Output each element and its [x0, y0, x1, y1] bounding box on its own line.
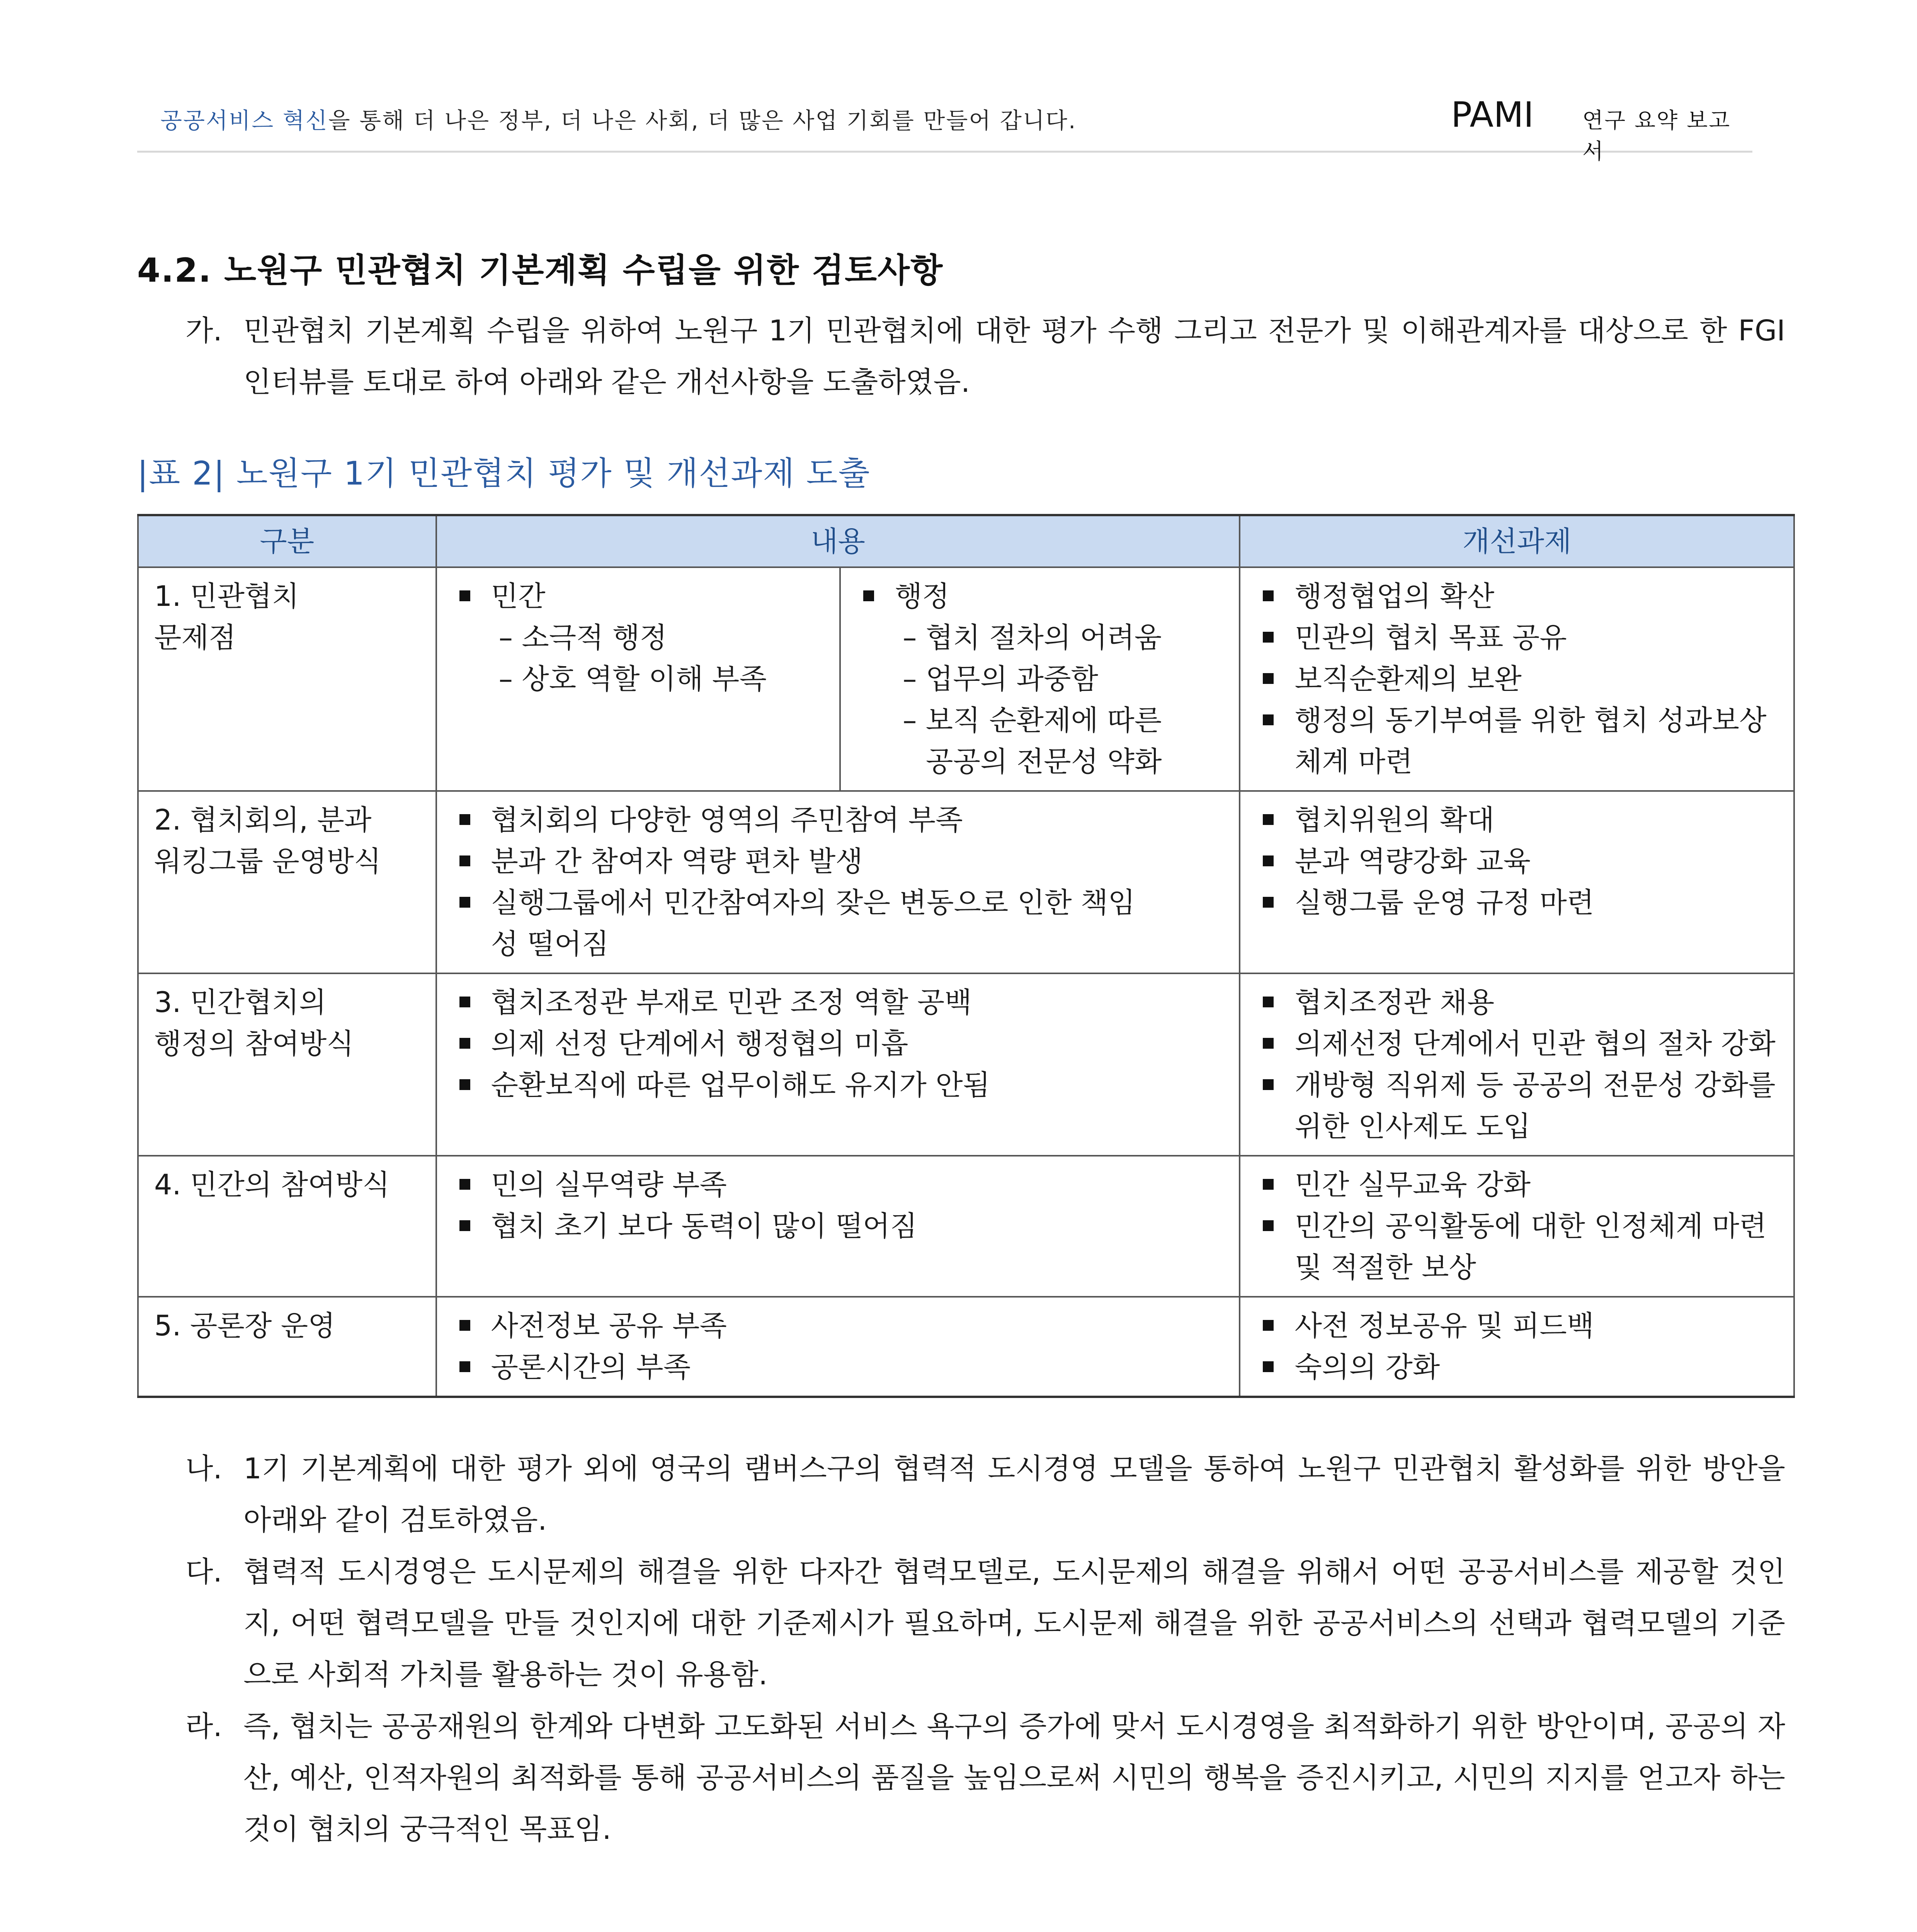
paragraph-text: 즉, 협치는 공공재원의 한계와 다변화 고도화된 서비스 욕구의 증가에 맞서 도시경영을 최적화하기 위한 방안이며, 공공의 자산, 예산, 인적자원의 최적화를 통해 공공서비스의 품질을 높임으로써 시민의 행복을 증진시키고, 시민의 지지를 얻고자 하는 것이 협치의 궁극적인 목표임. — [243, 1710, 1785, 1846]
category-line: 4. 민간의 참여방식 — [154, 1168, 390, 1201]
list-item: 의제선정 단계에서 민관 협의 절차 강화 — [1256, 1023, 1778, 1065]
table-row — [138, 973, 1794, 1156]
list-item: 사전 정보공유 및 피드백 — [1256, 1305, 1778, 1347]
list-item-continuation: 및 적절한 보상 — [1294, 1251, 1476, 1284]
header-report-type: 연구 요약 보고서 — [1582, 108, 1731, 164]
sub-item: – 협치 절차의 어려움 — [902, 621, 1162, 654]
list-item-continuation: 체계 마련 — [1294, 745, 1413, 778]
list-item: 순환보직에 따른 업무이해도 유지가 안됨 — [452, 1065, 1224, 1106]
list-item-continuation: 성 떨어짐 — [491, 928, 609, 961]
list-item: 보직순환제의 보완 — [1256, 658, 1778, 700]
evaluation-table — [137, 514, 1795, 1398]
paragraph-text: 1기 기본계획에 대한 평가 외에 영국의 램버스구의 협력적 도시경영 모델을 통하여 노원구 민관협치 활성화를 위한 방안을 아래와 같이 검토하였음. — [243, 1452, 1785, 1537]
header-category: 구분 — [138, 515, 436, 567]
table-header-row — [138, 515, 1794, 567]
paragraph-text: 민관협치 기본계획 수립을 위하여 노원구 1기 민관협치에 대한 평가 수행 그리고 전문가 및 이해관계자를 대상으로 한 FGI 인터뷰를 토대로 하여 아래와 같은 개선사항을 도출하였음. — [243, 314, 1785, 399]
paragraph-marker: 가. — [185, 314, 223, 347]
category-line: 5. 공론장 운영 — [154, 1310, 335, 1342]
improvement-cell — [1240, 973, 1794, 1156]
page-header — [137, 95, 1752, 164]
content-cell — [436, 1156, 1240, 1297]
paragraph-marker: 라. — [185, 1710, 223, 1743]
content-cell — [436, 791, 1240, 973]
paragraph-marker: 다. — [185, 1555, 223, 1588]
category-line: 문제점 — [154, 621, 236, 654]
paragraph-marker: 나. — [185, 1452, 223, 1485]
tagline-rest: 을 통해 더 나은 정부, 더 나은 사회, 더 많은 사업 기회를 만들어 갑니다. — [328, 107, 1077, 134]
table-row — [138, 1156, 1794, 1297]
table-row — [138, 791, 1794, 973]
tagline-highlight: 공공서비스 혁신 — [160, 107, 328, 134]
paragraph-a — [185, 305, 1785, 408]
improvement-cell — [1240, 1156, 1794, 1297]
content-cell — [436, 1297, 1240, 1397]
list-item: 협치위원의 확대 — [1256, 799, 1778, 841]
header-content: 내용 — [436, 515, 1240, 567]
list-item: 협치조정관 부재로 민관 조정 역할 공백 — [452, 982, 1224, 1023]
sub-item: – 업무의 과중함 — [902, 663, 1098, 696]
sub-item: – 소극적 행정 — [498, 621, 667, 654]
paragraph-b — [185, 1443, 1785, 1546]
list-item: 개방형 직위제 등 공공의 전문성 강화를 — [1256, 1065, 1778, 1106]
list-item: 행정협업의 확산 — [1256, 576, 1778, 617]
list-item-continuation: 위한 인사제도 도입 — [1294, 1110, 1531, 1143]
table-row — [138, 1297, 1794, 1397]
row-category — [138, 1156, 436, 1297]
sub-item: – 상호 역할 이해 부족 — [498, 663, 767, 696]
list-item: 실행그룹에서 민간참여자의 잦은 변동으로 인한 책임 — [452, 882, 1224, 923]
improvement-cell — [1240, 1297, 1794, 1397]
list-item: 분과 역량강화 교육 — [1256, 841, 1778, 882]
list-item: 민간의 공익활동에 대한 인정체계 마련 — [1256, 1206, 1778, 1247]
paragraph-c — [185, 1546, 1785, 1701]
private-cell — [436, 567, 840, 791]
list-item: 행정의 동기부여를 위한 협치 성과보상 — [1256, 700, 1778, 741]
list-item: 민간 — [452, 576, 824, 617]
list-item: 실행그룹 운영 규정 마련 — [1256, 882, 1778, 923]
paragraph-text: 협력적 도시경영은 도시문제의 해결을 위한 다자간 협력모델로, 도시문제의 해결을 위해서 어떤 공공서비스를 제공할 것인지, 어떤 협력모델을 만들 것인지에 대한 기준제시가 필요하며, 도시문제 해결을 위한 공공서비스의 선택과 협력모델의 기준으로 사회적 가치를 활용하는 것이 유용함. — [243, 1555, 1785, 1691]
list-item: 협치회의 다양한 영역의 주민참여 부족 — [452, 799, 1224, 841]
header-brand: PAMI — [1451, 95, 1534, 135]
list-item: 민의 실무역량 부족 — [452, 1164, 1224, 1206]
list-item: 의제 선정 단계에서 행정협의 미흡 — [452, 1023, 1224, 1065]
header-tagline — [160, 102, 1077, 135]
table-row — [138, 567, 1794, 791]
sub-item-continuation: 공공의 전문성 약화 — [925, 745, 1162, 778]
row-category — [138, 791, 436, 973]
table-caption: |표 2| 노원구 1기 민관협치 평가 및 개선과제 도출 — [137, 454, 871, 492]
content-cell — [436, 973, 1240, 1156]
list-item: 협치조정관 채용 — [1256, 982, 1778, 1023]
row-category — [138, 973, 436, 1156]
row-category — [138, 1297, 436, 1397]
list-item: 민관의 협치 목표 공유 — [1256, 617, 1778, 658]
paragraph-d — [185, 1701, 1785, 1855]
list-item: 공론시간의 부족 — [452, 1347, 1224, 1388]
list-item: 분과 간 참여자 역량 편차 발생 — [452, 841, 1224, 882]
admin-cell — [840, 567, 1240, 791]
list-item: 민간 실무교육 강화 — [1256, 1164, 1778, 1206]
list-item: 행정 — [856, 576, 1224, 617]
sub-item: – 보직 순환제에 따른 — [902, 704, 1162, 737]
category-line: 워킹그룹 운영방식 — [154, 845, 381, 878]
category-line: 3. 민간협치의 — [154, 986, 327, 1019]
list-item: 숙의의 강화 — [1256, 1347, 1778, 1388]
row-category — [138, 567, 436, 791]
category-line: 행정의 참여방식 — [154, 1027, 354, 1060]
improvement-cell — [1240, 567, 1794, 791]
list-item: 협치 초기 보다 동력이 많이 떨어짐 — [452, 1206, 1224, 1247]
improvement-cell — [1240, 791, 1794, 973]
category-line: 2. 협치회의, 분과 — [154, 804, 372, 837]
header-improvement: 개선과제 — [1240, 515, 1794, 567]
section-title: 4.2. 노원구 민관협치 기본계획 수립을 위한 검토사항 — [137, 251, 944, 290]
list-item: 사전정보 공유 부족 — [452, 1305, 1224, 1347]
category-line: 1. 민관협치 — [154, 580, 299, 613]
